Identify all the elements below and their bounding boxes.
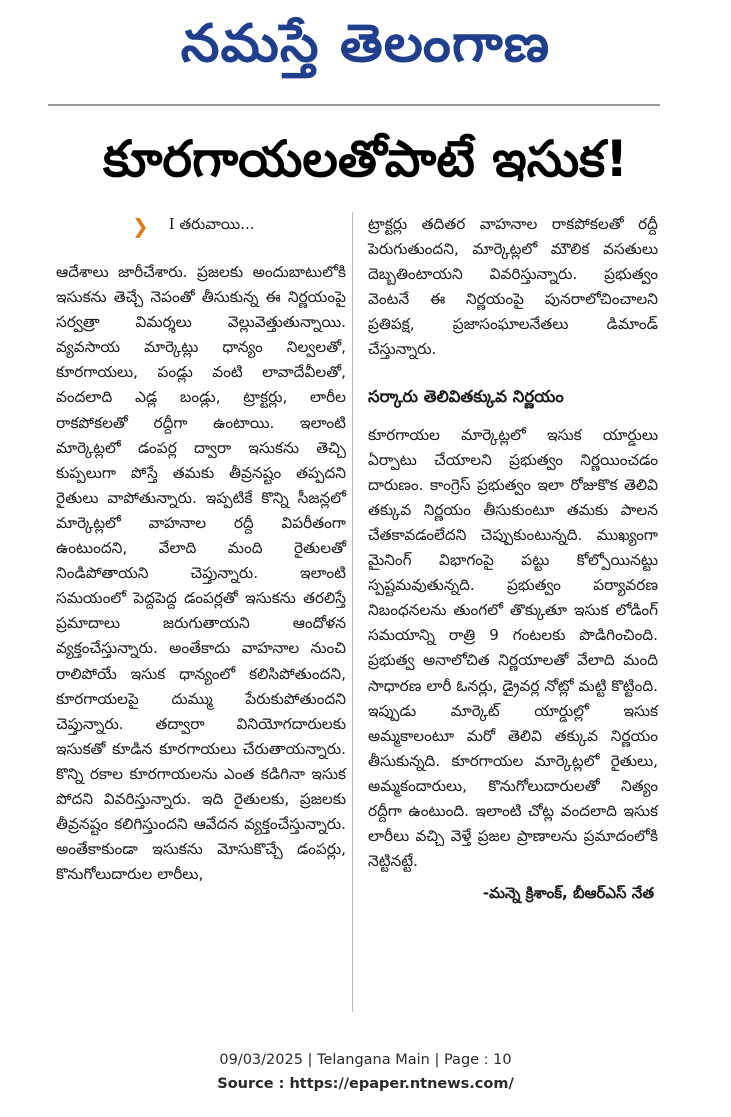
- footer-source: Source : https://epaper.ntnews.com/: [217, 1076, 514, 1092]
- footer-date-page: 09/03/2025 | Telangana Main | Page : 10: [219, 1052, 512, 1068]
- right-body-text-2: కూరగాయల మార్కెట్లలో ఇసుక యార్డులు ఏర్పాటు చేయాలని ప్రభుత్వం నిర్ణయించడం దారుణం. కాంగ్రెస్ ప్రభుత్వం ఇలా రోజుకొక తెలివి తక్కువ నిర్ణయం తీసుకుంటూ తమకు పాలన చేతకావడంలేదని చెప్పుకుంటున్నది. ముఖ్యంగా మైనింగ్ విభాగంపై పట్టు కోల్పోయినట్టు స్పష్టమవుతున్నది. ప్రభుత్వం పర్యావరణ నిబంధనలను తుంగలో తొక్కుతూ ఇసుక లోడింగ్ సమయాన్ని రాత్రి 9 గంటలకు పొడిగించింది. ప్రభుత్వ అనాలోచిత నిర్ణయాలతో వేలాది మంది సాధారణ లారీ ఓనర్లు, డ్రైవర్ల నోట్లో మట్టి కొట్టింది. ఇప్పుడు మార్కెట్ యార్డుల్లో ఇసుక అమ్మకాలంటూ మరో తెలివి తక్కువ నిర్ణయం తీసుకున్నది. కూరగాయల మార్కెట్లలో రైతులు, అమ్మకందారులు, కొనుగోలుదారులతో నిత్యం రద్దీగా ఉంటుంది. ఇలాంటి చోట్ల వందలాది ఇసుక లారీలు వచ్చి వెళ్తే ప్రజల ప్రాణాలను ప్రమాదంలోకి నెట్టినట్టే.: [368, 425, 658, 871]
- byline: -మన్నె క్రిశాంక్, బీఆర్ఎస్ నేత: [482, 884, 654, 903]
- left-column: [56, 212, 346, 887]
- right-column: [368, 212, 658, 906]
- chevron-right-icon: ❯: [132, 214, 149, 238]
- subheading: సర్కారు తెలివితక్కువ నిర్ణయం: [368, 386, 564, 406]
- header-divider: [48, 104, 660, 106]
- left-body-text: ఆదేశాలు జారీచేశారు. ప్రజలకు అందుబాటులోకి ఇసుకను తెచ్చే నెపంతో తీసుకున్న ఈ నిర్ణయంపై సర్వత్రా విమర్శలు వెల్లువెత్తుతున్నాయి. వ్యవసాయ మార్కెట్లు ధాన్యం నిల్వలతో, కూరగాయలు, పండ్లు వంటి లావాదేవీలతో, వందలాది ఎడ్ల బండ్లు, ట్రాక్టర్లు, లారీల రాకపోకలతో రద్దీగా ఉంటాయి. ఇలాంటి మార్కెట్లలో డంపర్ల ద్వారా ఇసుకను తెచ్చి కుప్పలుగా పోస్తే తమకు తీవ్రనష్టం తప్పదని రైతులు వాపోతున్నారు. ఇప్పటికే కొన్ని సీజన్లలో మార్కెట్లలో వాహనాల రద్దీ విపరీతంగా ఉంటుందని, వేలాది మంది రైతులతో నిండిపోతాయని చెప్తున్నారు. ఇలాంటి సమయంలో పెద్దపెద్ద డంపర్లతో ఇసుకను తరలిస్తే ప్రమాదాలు జరుగుతాయని ఆందోళన వ్యక్తంచేస్తున్నారు. అంతేకాదు వాహనాల నుంచి రాలిపోయే ఇసుక ధాన్యంలో కలిసిపోతుందని, కూరగాయలపై దుమ్ము పేరుకుపోతుందని చెప్తున్నారు. తద్వారా వినియోగదారులకు ఇసుకతో కూడిన కూరగాయలు చేరుతాయన్నారు. కొన్ని రకాల కూరగాయలను ఎంత కడిగినా ఇసుక పోదని వివరిస్తున్నారు. ఇది రైతులకు, ప్రజలకు తీవ్రనష్టం కలిగిస్తుందని ఆవేదన వ్యక్తంచేస్తున్నారు. అంతేకాకుండా ఇసుకను మోసుకొచ్చే డంపర్లు, కొనుగోలుదారుల లారీలు,: [56, 263, 346, 884]
- masthead-logo: నమస్తే తెలంగాణ: [180, 14, 551, 74]
- right-body-text-1: ట్రాక్టర్లు తదితర వాహనాల రాకపోకలతో రద్దీ పెరుగుతుందని, మార్కెట్లలో మౌలిక వసతులు దెబ్బతింటాయని వివరిస్తున్నారు. ప్రభుత్వం వెంటనే ఈ నిర్ణయంపై పునరాలోచించాలని ప్రతిపక్ష, ప్రజాసంఘాలనేతలు డిమాండ్ చేస్తున్నారు.: [368, 215, 658, 359]
- continuation-marker: [56, 212, 346, 240]
- column-divider: [352, 212, 353, 1012]
- continuation-text: I తరువాయి...: [168, 215, 255, 233]
- headline: కూరగాయలతోపాటే ఇసుక!: [102, 130, 629, 188]
